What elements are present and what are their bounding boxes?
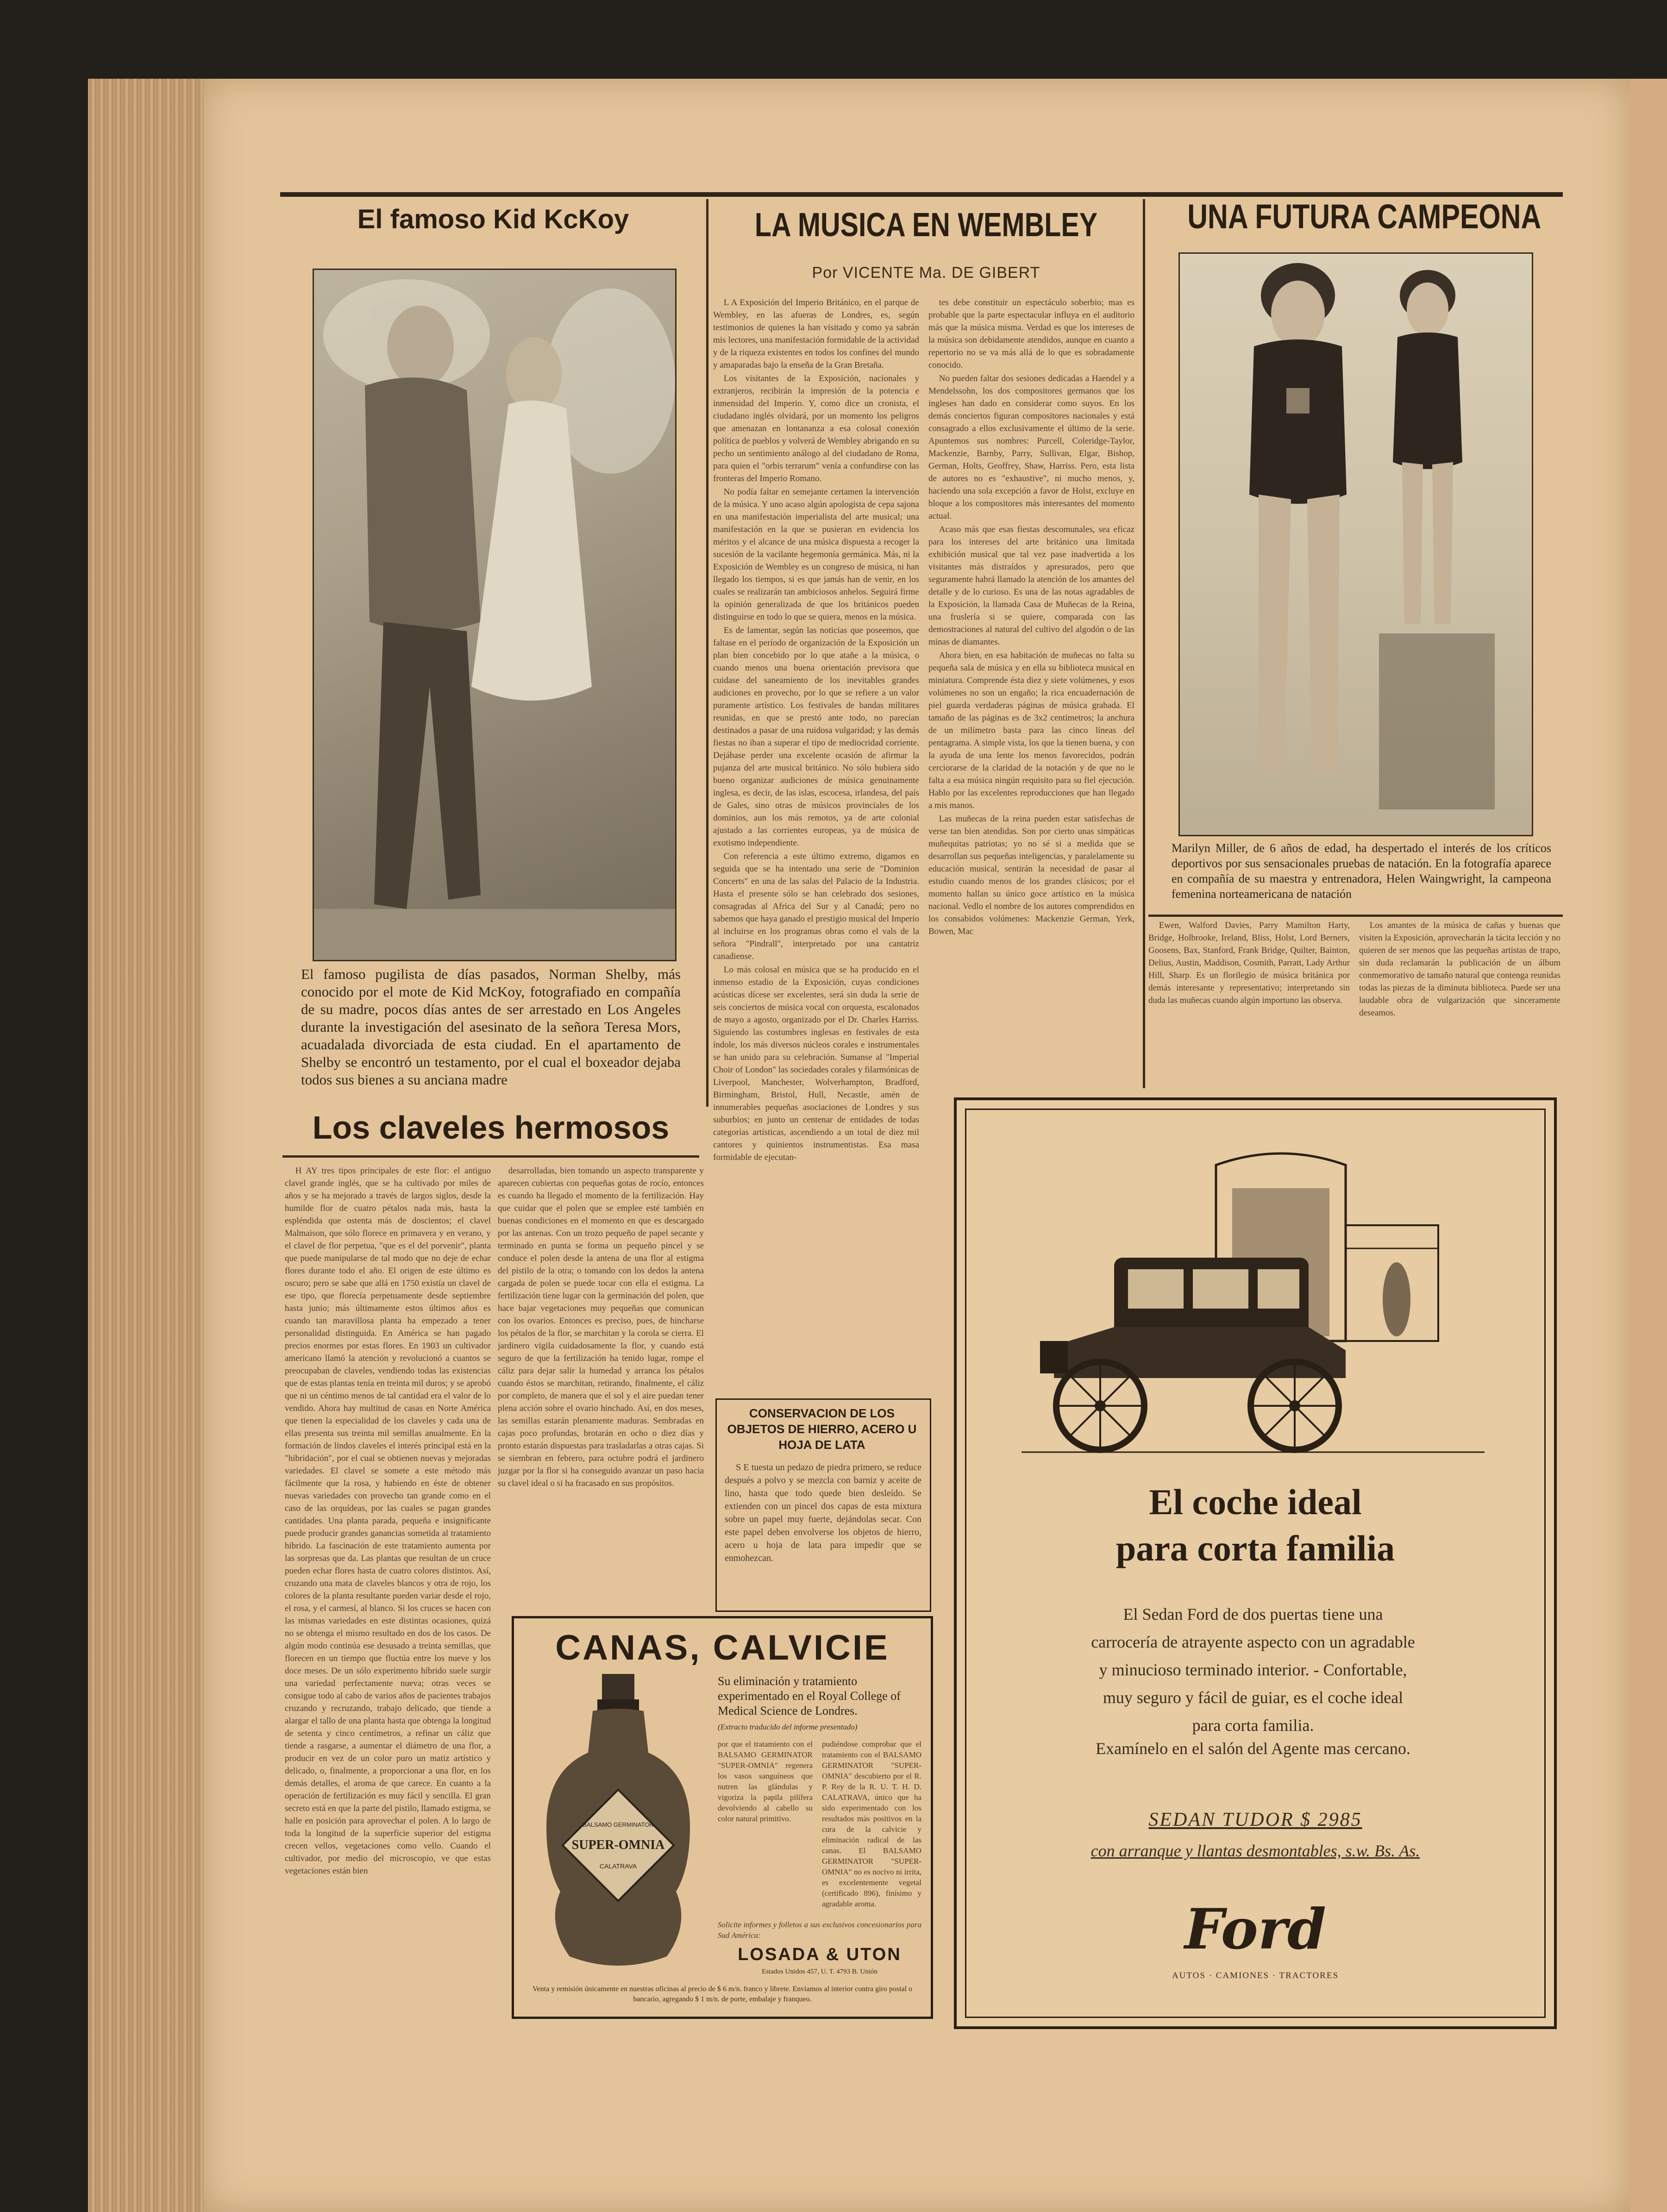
conservacion-text: [725, 1461, 921, 1604]
wembley-column-2: [928, 296, 1134, 936]
ford-ad-body: El Sedan Ford de dos puertas tiene una carrocería de atrayente aspecto con un agradable y minucioso terminado interior. - Confortable, muy seguro y fácil de guiar, es el coche ideal para corta familia.: [1091, 1605, 1415, 1735]
wembley-paragraph: No pueden faltar dos sesiones dedicadas a Haendel y a Mendelssohn, los dos compositores germanos que los ingleses han dado en considerar como suyos. En los demás conciertos figuran compositores nacionales y está consagrado a ellos exclusivamente el último de la serie. Apuntemos sus nombres: Purcell, Coleridge-Taylor, Mackenzie, Barnby, Parry, Sullivan, Elgar, Bishop, German, Holts, Geoffrey, Shaw, Harriss. Pero, esta lista de autores no es "exhaustive", ni mucho menos, y, haciendo una sola excepción a favor de Holst, excluye en bloque a los compositores más interesantes del momento actual.: [928, 374, 1134, 521]
claveles-paragraph: desarrolladas, bien tomando un aspecto transparente y aparecen cubiertas con pequeñas gotas de rocío, entonces es cuando ha llegado el momento de la fertilización. Hay que cuidar que el polen que se emplee esté también en buenas condiciones en el momento en que es descargado por las antenas. Con un trozo pequeño de papel secante y terminado en punta se forma un pequeño pincel y se conduce el polen desde la antena de una flor al estigma del pistilo de la otra; o tomando con los dedos la antena cargada de polen se puede tocar con ella el estigma. La fertilización tiene lugar con la germinación del polen, que hace bajar vegetaciones muy pequeñas que comunican con los ovarios. Entonces es preciso, pues, de hincharse los pétalos de la flor, se marchitan y la corola se cierra. El jardinero vigila cuidadosamente la flor, y cuando está seguro de que la fertilización ha tenido lugar, rompe el cáliz para dejar salir la humedad y arranca los pétalos cuando éstos se marchitan, retirando, finalmente, el cáliz por completo, de manera que el sol y el aire puedan tener plena acción sobre el ovario hinchado. Así, en dos meses, las semillas estarán plenamente maduras. Sembradas en cajas poco profundas, brotarán en ocho o diez días y pronto estarán dispuestas para trasladarlas a otras cajas. Si se siembran en febrero, para octubre podrá el jardinero juzgar por la flor si ha conseguido avanzar un paso hacia su clavel ideal o si ha fracasado en sus propósitos.: [498, 1166, 704, 1488]
ford-sedan-illustration: [1022, 1147, 1485, 1480]
wembley-column-1: [713, 296, 919, 1162]
ford-logo: Ford: [1184, 1897, 1326, 1962]
wembley-paragraph: Es de lamentar, según las noticias que poseemos, que faltase en el período de organización de la Exposición un plan bien concebido por lo que atañe a la música, o cuando menos una buena orientación previsora que cuidase del saneamiento de los inevitables grandes audiciones en provecho, por lo que se refiere a un valor puramente artístico. Los festivales de bandas militares reunidas, en que se prestó ante todo, no parecían destinados a pasar de una ruidosa vulgaridad; y las demás fiestas no iban a superar el tipo de mediocridad corriente. Dejábase perder una excelente ocasión de afirmar la pujanza del arte musical británico. No sólo hubiera sido bueno organizar audiciones de música genuinamente inglesa, es decir, de las islas, escocesa, irlandesa, del país de Gales, sino otras de músicos provinciales de los dominios, aun los más remotos, ya de arte colonial ajustado a las corrientes europeas, ya de música de exotismo independiente.: [713, 626, 919, 848]
claveles-paragraph: H AY tres tipos principales de este flor: el antiguo clavel grande inglés, que se ha cultivado por miles de años y se ha mejorado a través de largos siglos, desde la humilde flor de cuatro pétalos nada más, hasta la espléndida que ostenta más de doscientos; el clavel Malmaison, que sólo florece en primavera y en verano, y el clavel de flor perpetua, "que es el del porvenir", planta que puede manipularse de tal modo que no deje de echar flores durante todo el año. El origen de este último es oscuro; pero se sabe que allá en 1750 existía un clavel de ese tipo, que florecía perpetuamente desde septiembre hasta junio; más últimamente estos últimos años es cuando tan maravillosa planta ha empezado a tener personalidad distinguida. En América se han pagado precios enormes por estas flores. En 1903 un cultivador americano llamó la atención y revolucionó a cuantos se preocupaban de claveles, vendiendo todas las existencias que de estas plantas tenía en treinta mil duros; y se aprobó que ni un céntimo menos de tal cantidad era el valor de lo vendido. Ahora hay multitud de casas en Norte América que tienen la especialidad de los claveles y cada una de ellas presenta sus treinta mil semillas anualmente. En la formación de lindos claveles el interés principal está en la "hibridación", por el cual se obtienen nuevas y mejoradas variedades. El clavel se somete a este método más fácilmente que la rosa, y habiendo en éste de obtener nuevas variedades con provecho tan grande como en el caso de las orquídeas, por las cuales se pagan grandes cantidades. Una planta parada, pequeña e insignificante puede producir grandes ganancias sometida al tratamiento híbrido. La fascinación de este tratamiento aumenta por las sorpresas que da. Las plantas que resultan de un cruce pueden echar flores hasta de cuatro colores distintos. Así, cruzando una mata de claveles blancos y otra de rojo, los colores de la planta resultante pueden variar desde el rojo, el rosa, y el carmesí, al blanco. Si los cruces se hacen con las mismas variedades en este distintas ocasiones, quizá no se obtenga el mismo resultado en dos de los casos. De algún modo continúa ese desusado a treinta semillas, que florecen en un tiempo que fluctúa entre los nueve y los doce meses. De un sólo experimento híbrido suele surgir una variedad perfectamente nueva; otras veces se consigue todo al cabo de varios años de pacientes trabajos cruzando y recruzando, trabajo delicado, que tiende a alargar el tallo de una planta hasta que obtenga la longitud de setenta y cinco centímetros, a refinar un cáliz que tiende a rasgarse, a aumentar el diámetro de una flor, a producir en vez de un color puro un matiz artístico y delicado, o, finalmente, a proporcionar a una flor, en los demás detalles, el aroma de que carece. En cuanto a la operación de fertilización es muy fácil y sencilla. El gran secreto está en que la parte del pistilo, llamado estigma, se halle en posición para aprovechar el polen. A lo largo de toda la longitud de la superficie superior del estigma crecen vellos, vegetaciones como vello. Cuando el cultivador, por medio del microscopio, ve que estas vegetaciones están bien: [285, 1166, 491, 1876]
canas-ad-lead: Su eliminación y tratamiento experimentado en el Royal College of Medical Science de Londres.: [718, 1674, 901, 1717]
wembley-paragraph: Las muñecas de la reina pueden estar satisfechas de verse tan bien atendidas. Son por cierto unas simpáticas muñequitas patriotas; yo no sé si a medida que se desarrollan sus pequeñas inteligencias, y paralelamente su educación musical, sentirán la necesidad de pasar al estudio cuando menos de los grandes clásicos; por el momento hallan su único goce artístico en la música nacional. Vedlo el nombre de los autores comprendidos en los consabidos volúmenes: Mackenzie German, Yerk, Bowen, Mac: [928, 814, 1134, 936]
wembley-title: LA MUSICA EN WEMBLEY: [754, 207, 1098, 244]
wembley-byline: Por VICENTE Ma. DE GIBERT: [812, 264, 1040, 282]
campeona-title: UNA FUTURA CAMPEONA: [1187, 197, 1542, 236]
ford-tagline: AUTOS · CAMIONES · TRACTORES: [1172, 1971, 1339, 1980]
campeona-photo: [1178, 252, 1533, 836]
canas-ad-address: Estados Unidos 457, U. T. 4793 B. Unión: [762, 1968, 877, 1975]
wembley-paragraph: Ahora bien, en esa habitación de muñecas no falta su pequeña sala de música y en ella su biblioteca musical en miniatura. Comprende ésta diez y siete volúmenes, y esos volúmenes no son un engaño; la rica encuadernación de piel guarda verdaderas páginas de música grabada. El tamaño de las páginas es de 3x2 centímetros; la anchura de un milímetro basta para las cinco líneas del pentagrama. A simple vista, los que la tienen buena, y con la ayuda de una lente los menos favorecidos, podrán cerciorarse de la claridad de la notación y de que no le falta a esa música ningún requisito para su fiel ejecución. Hablo por las excelentes reproducciones que han llegado a mis manos.: [928, 651, 1134, 810]
column-rule-1: [706, 199, 708, 1107]
canas-ad-text-left: por que el tratamiento con el BALSAMO GERMINATOR "SUPER-OMNIA" regenera los vasos sanguíneos que nutren las glándulas y vigoriza la papila pilífera devolviendo al cabello su color natural primitivo.: [718, 1740, 813, 1823]
claveles-column-1: [285, 1165, 491, 2151]
wembley-column-4: [1359, 919, 1560, 1088]
canas-ad-brand: LOSADA & UTON: [738, 1945, 902, 1964]
canas-ad-text-right: pudiéndose comprobar que el tratamiento con el BALSAMO GERMINATOR "SUPER-OMNIA" descubierto por el R. P. Rey de la R. U. T. H. D. CALATRAVA, único que ha sido experimentado con los resultados más positivos en la cura de la calvicie y eliminación radical de las canas. El BALSAMO GERMINATOR "SUPER-OMNIA" no es nocivo ni irrita, es excelentemente vegetal (certificado 896), finísimo y agradable aroma.: [822, 1740, 921, 1908]
wembley-paragraph: Lo más colosal en música que se ha producido en el inmenso estadio de la Exposición, cuyas condiciones acústicas dícese ser excelentes, será sin duda la serie de seis conciertos de música vocal con orquesta, escalonados de mayo a agosto, organizado por el Dr. Charles Harriss. Siguiendo las costumbres inglesas en festivales de esta índole, los más diversos núcleos corales e instrumentales se han unido para su celebración. Sumanse al "Imperial Choir of London" las sociedades corales y filarmónicas de Liverpool, Manchester, Wolverhampton, Bradford, Birmingham, Bristol, Hull, Necastle, amén de innumerables pequeñas asociaciones de Londres y sus suburbios; en junto un centenar de entidades de todas categorías artísticas, ascendiendo a un total de diez mil cantores y quinientos instrumentistas. Esa masa formidable de ejecutan-: [713, 965, 919, 1162]
claveles-rule: [282, 1155, 699, 1158]
wembley-paragraph: No podía faltar en semejante certamen la intervención de la música. Y uno acaso algún apologista de cepa sajona en una manifestación imperialista del arte musical; una manifestación en la que se pusieran en evidencia los méritos y el alcance de una música dispuesta a recoger la sucesión de la vacilante hegemonía germánica. Más, ni la Exposición de Wembley es un congreso de música, ni han llegado los tiempos, si es que jamás han de venir, en los cuales se realizarán tan ambiciosos anhelos. Seguirá firme la opinión generalizada de que los británicos pueden distinguirse en todo lo que se quiera, menos en la música.: [713, 487, 919, 622]
wembley-paragraph: Los visitantes de la Exposición, nacionales y extranjeros, recibirán la impresión de la potencia e inmensidad del Imperio. Y, como dice un cronista, el ciudadano inglés olvidará, por un momento los peligros que amenazan en lontananza a esa colosal conexión política de pueblos y volverá de Wembley abrigando en su pecho un sentimiento análogo al del ciudadano de Roma, para quien el "orbis terrarum" venía a confundirse con las fronteras del Imperio Romano.: [713, 374, 919, 483]
canas-ad-footer: Venta y remisión únicamente en nuestras oficinas al precio de $ 6 m/n. franco y librete. Enviamos al interior contra giro postal o bancario, agregando $ 1 m/n. de porte, embalaje y franqueo.: [532, 1985, 913, 2003]
bottle-sub-label: CALATRAVA: [599, 1862, 637, 1870]
canas-ad-title: CANAS, CALVICIE: [555, 1628, 890, 1667]
campeona-caption: Marilyn Miller, de 6 años de edad, ha despertado el interés de los críticos deportivos por sus sensacionales pruebas de natación. En la fotografía aparece en compañía de su maestra y entrenadora, Helen Waingwright, la campeona femenina norteamericana de natación: [1172, 841, 1551, 901]
wembley-paragraph: tes debe constituir un espectáculo soberbio; mas es probable que la parte espectacular influya en el auditorio más que la música misma. Verdad es que los intereses de la música son debidamente atendidos, aunque en cuanto a repertorio no se va más allá de lo que es sobradamente conocido.: [928, 298, 1134, 370]
tonic-bottle-illustration: [542, 1674, 695, 1970]
kid-mckoy-caption: El famoso pugilista de días pasados, Norman Shelby, más conocido por el mote de Kid McKoy, fotografiado en compañía de su madre, pocos días antes de ser arrestado en Los Angeles durante la investigación del asesinato de la señora Teresa Mors, acuadalada divorciada de esta ciudad. En el apartamento de Shelby se encontró un testamento, por el cual el boxeador dejaba todos sus bienes a su anciana madre: [301, 966, 681, 1088]
ford-ad-body-2: Examínelo en el salón del Agente mas cercano.: [1096, 1739, 1410, 1758]
top-rule: [280, 192, 1563, 197]
book-binding-edges: [88, 79, 222, 2212]
wembley-paragraph: Ewen, Walford Davies, Parry Mamilton Harty, Bridge, Holbrooke, Ireland, Bliss, Holst, Lord Berners, Goosens, Bax, Stanford, Frank Bridge, Quilter, Bainton, Delius, Austin, Maddison, Cosmith, Parratt, Lady Arthur Hill, Sharp. Es un florilegio de música británica por demás interesante y representativo; interpretando sin duda las muñecas cuando algún importuno las observa.: [1148, 921, 1350, 1005]
canas-ad-solicit: Solicite informes y folletos a sus exclusivos concesionarios para Sud América:: [718, 1920, 921, 1940]
kid-mckoy-photo: [313, 269, 677, 961]
ford-ad-price: SEDAN TUDOR $ 2985: [1148, 1809, 1362, 1830]
ford-sedan-ad: [954, 1097, 1557, 2029]
kid-mckoy-title: El famoso Kid KcKoy: [357, 204, 629, 234]
bottle-label: SUPER-OMNIA: [571, 1838, 665, 1852]
wembley-paragraph: L A Exposición del Imperio Británico, en el parque de Wembley, en las afueras de Londres, es, según testimonios de quienes la han visitado y como ya sabrán mis lectores, una manifestación formidable de la actividad y de la riqueza existentes en todos los confines del mundo y amaparadas bajo la enseña de la Gran Bretaña.: [713, 298, 919, 370]
wembley-paragraph: Acaso más que esas fiestas descomunales, sea eficaz para los intereses del arte británico una limitada exhibición musical que tal vez pase inadvertida a los visitantes más distraídos y apresurados, pero que seguramente habrá llamado la atención de los amantes del detalle y de lo curioso. Es una de las notas agradables de la Exposición, la llamada Casa de Muñecas de la Reina, una fruslería si se quiere, comparada con las demostraciones al natural del cultivo del algodón o de las minas de diamantes.: [928, 525, 1134, 647]
claveles-title: Los claveles hermosos: [312, 1109, 670, 1146]
column-rule-2: [1143, 199, 1145, 1088]
photo-bottom-rule: [1148, 915, 1563, 917]
conservacion-paragraph: S E tuesta un pedazo de piedra primero, se reduce después a polvo y se mezcla con barniz y aceite de lino, hasta que todo quede bien desleído. Se extienden con un pincel dos capas de esta mixtura sobre un papel muy fuerte, dejándolas secar. Con este papel deben envolverse los objetos de hierro, acero u hoja de lata para impedir que se enmohezcan.: [725, 1462, 921, 1563]
ford-ad-title-line-1: El coche ideal: [1149, 1482, 1362, 1522]
wembley-column-3: [1148, 919, 1350, 1088]
canas-calvicie-ad: [512, 1616, 933, 2019]
wembley-paragraph: Los amantes de la música de cañas y buenas que visiten la Exposición, aprovecharán la tácita lección y no quieren de ser menos que las pequeñas artistas de trapo, sin duda reclamarán la publicación de un álbum conmemorativo de tamaño natural que contenga reunidas todas las piezas de la diminuta biblioteca. Puede ser una laudable obra de vulgarización que sinceramente deseamos.: [1359, 921, 1560, 1018]
claveles-column-2: [498, 1165, 704, 1609]
ford-ad-price-sub: con arranque y llantas desmontables, s.w. Bs. As.: [1090, 1842, 1420, 1860]
canas-ad-note: (Extracto traducido del informe presentado): [718, 1723, 858, 1731]
wembley-paragraph: Con referencia a este último extremo, digamos en seguida que se ha intentado una serie de "Dominion Concerts" en una de las salas del Palacio de la Industria. Hasta el presente sólo se han celebrado dos sesiones, consagradas al Africa del Sur y al Canadá; pero no sabemos que haya ganado el prestigio musical del Imperio al incluirse en los programas obras como el vals de la señora "Pindrall", interpretado por una cantatriz canadiense.: [713, 852, 919, 961]
bottle-small-label: BALSAMO GERMINATOR: [583, 1821, 654, 1828]
ford-ad-title-line-2: para corta familia: [1116, 1528, 1395, 1568]
conservacion-title: CONSERVACION DE LOS OBJETOS DE HIERRO, ACERO U HOJA DE LATA: [727, 1406, 917, 1452]
